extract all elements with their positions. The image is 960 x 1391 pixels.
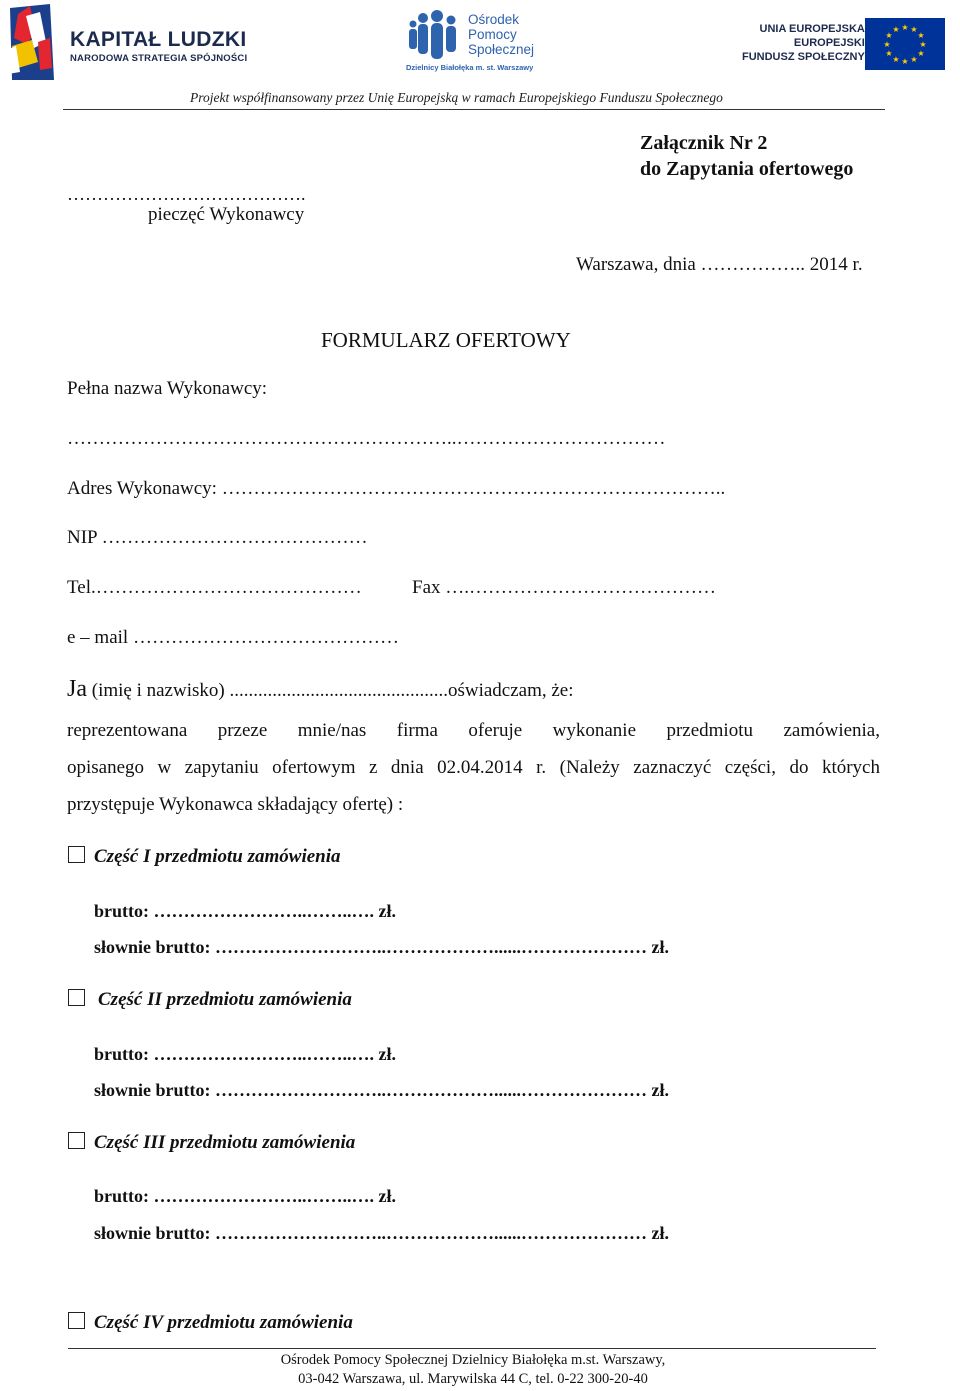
fax-field[interactable]: Fax ….………………………………… (412, 577, 716, 598)
svg-text:★: ★ (885, 49, 893, 58)
header-divider (63, 109, 885, 110)
part-3 (68, 1132, 355, 1154)
declaration-ja: Ja (67, 676, 87, 702)
ops-subtitle: Dzielnicy Białołęka m. st. Warszawy (406, 63, 534, 72)
eu-line2: EUROPEJSKI (793, 37, 865, 49)
footer-line2: 03-042 Warszawa, ul. Marywilska 44 C, tel. 0-22 300-20-40 (298, 1371, 648, 1387)
part-4 (68, 1312, 353, 1334)
email-field[interactable]: e – mail …………………………………… (67, 627, 399, 648)
part-1-brutto[interactable]: brutto: ……………………..……..…. zł. (94, 901, 396, 921)
part-1-checkbox[interactable] (68, 846, 85, 863)
part-2 (68, 989, 352, 1011)
svg-text:★: ★ (901, 23, 909, 32)
date-line[interactable]: Warszawa, dnia …………….. 2014 r. (576, 254, 863, 275)
svg-text:★: ★ (917, 31, 925, 40)
tel-field[interactable]: Tel.…………………………………… (67, 577, 362, 598)
part-3-checkbox[interactable] (68, 1132, 85, 1149)
declaration-line1 (67, 676, 574, 703)
part-1 (68, 846, 341, 868)
svg-text:★: ★ (892, 25, 900, 34)
footer-divider (68, 1348, 876, 1349)
contractor-name-label: Pełna nazwa Wykonawcy: (67, 378, 268, 399)
eu-text (742, 22, 865, 64)
svg-text:★: ★ (883, 40, 891, 49)
declaration-line2: reprezentowana przeze mnie/nas firma oferuje wykonanie przedmiotu zamówienia, (67, 720, 880, 741)
stamp-label: pieczęć Wykonawcy (148, 204, 305, 225)
kapital-ludzki-subtitle: NARODOWA STRATEGIA SPÓJNOŚCI (70, 53, 248, 64)
contractor-name-field[interactable]: ……………………………………………………..…………………………… (67, 428, 666, 449)
attachment-line2: do Zapytania ofertowego (640, 158, 854, 180)
svg-text:★: ★ (910, 55, 918, 64)
svg-text:★: ★ (892, 55, 900, 64)
kapital-ludzki-title: KAPITAŁ LUDZKI (70, 28, 247, 51)
eu-line1: UNIA EUROPEJSKA (759, 23, 865, 35)
part-3-brutto[interactable]: brutto: ……………………..……..…. zł. (94, 1186, 396, 1206)
attachment-heading (640, 130, 853, 182)
declaration-line3: opisanego w zapytaniu ofertowym z dnia 02.04.2014 r. (Należy zaznaczyć części, do których (67, 757, 880, 778)
part-3-label: Część III przedmiotu zamówienia (94, 1132, 356, 1153)
ops-name-line1: Ośrodek (468, 12, 520, 27)
eu-line3: FUNDUSZ SPOŁECZNY (742, 51, 865, 63)
part-2-brutto[interactable]: brutto: ……………………..……..…. zł. (94, 1044, 396, 1064)
nip-field[interactable]: NIP …………………………………… (67, 527, 368, 548)
eu-flag (865, 18, 945, 70)
svg-text:★: ★ (919, 40, 927, 49)
declaration-line4: przystępuje Wykonawca składający ofertę) : (67, 794, 404, 815)
svg-text:★: ★ (885, 31, 893, 40)
svg-text:★: ★ (901, 57, 909, 66)
stamp-dots[interactable]: …………………………………. (67, 184, 306, 204)
ops-name (468, 12, 534, 57)
declaration-name-field[interactable]: (imię i nazwisko) ..............................................oświadczam, że: (87, 680, 574, 701)
part-2-label: Część II przedmiotu zamówienia (98, 989, 352, 1010)
svg-text:★: ★ (910, 25, 918, 34)
part-1-label: Część I przedmiotu zamówienia (94, 846, 341, 867)
form-title: FORMULARZ OFERTOWY (321, 328, 571, 352)
part-1-slownie[interactable]: słownie brutto: ………………………..………………......………………… zł. (94, 937, 669, 957)
part-4-label: Część IV przedmiotu zamówienia (94, 1312, 353, 1333)
part-4-checkbox[interactable] (68, 1312, 85, 1329)
attachment-line1: Załącznik Nr 2 (640, 132, 768, 154)
svg-text:★: ★ (917, 49, 925, 58)
part-3-slownie[interactable]: słownie brutto: ………………………..………………......………………… zł. (94, 1223, 669, 1243)
project-cofinancing-line: Projekt współfinansowany przez Unię Europejską w ramach Europejskiego Funduszu Społecznego (190, 90, 723, 105)
ops-name-line3: Społecznej (468, 42, 535, 57)
part-2-slownie[interactable]: słownie brutto: ………………………..………………......………………… zł. (94, 1080, 669, 1100)
footer (0, 1351, 946, 1389)
declaration-paragraph (67, 712, 880, 823)
part-2-checkbox[interactable] (68, 989, 85, 1006)
contractor-address-field[interactable]: Adres Wykonawcy: …………………………………………………………………….. (67, 478, 726, 499)
ops-name-line2: Pomocy (468, 27, 517, 42)
footer-line1: Ośrodek Pomocy Społecznej Dzielnicy Białołęka m.st. Warszawy, (280, 1352, 666, 1368)
